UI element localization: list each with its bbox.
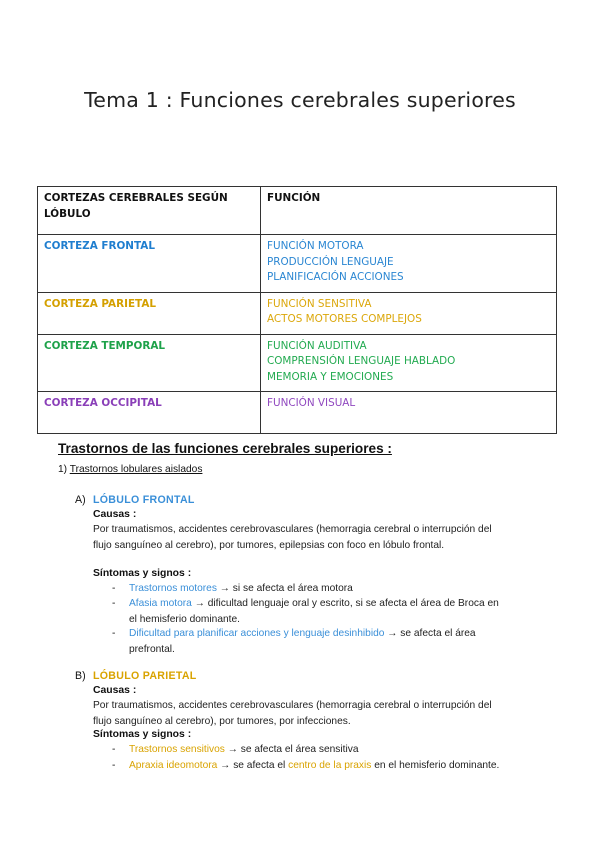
cortex-parietal: CORTEZA PARIETAL bbox=[38, 292, 261, 334]
function-parietal bbox=[261, 292, 557, 334]
subsection-number: 1) bbox=[58, 464, 68, 475]
function-item: ACTOS MOTORES COMPLEJOS bbox=[267, 313, 422, 325]
parietal-causas-text bbox=[93, 698, 492, 730]
header-cortex: CORTEZAS CEREBRALES SEGÚN LÓBULO bbox=[38, 187, 261, 235]
bullet-dash: - bbox=[112, 744, 116, 755]
bullet-dash: - bbox=[112, 628, 116, 639]
table-row bbox=[38, 392, 557, 434]
function-item: PRODUCCIÓN LENGUAJE bbox=[267, 255, 394, 268]
text-line: prefrontal. bbox=[129, 643, 175, 655]
function-item: FUNCIÓN MOTORA bbox=[267, 240, 364, 252]
cortex-frontal: CORTEZA FRONTAL bbox=[38, 235, 261, 293]
subsection-heading bbox=[58, 464, 202, 475]
table-row bbox=[38, 235, 557, 293]
section-title: Trastornos de las funciones cerebrales superiores : bbox=[58, 441, 392, 456]
highlight-text: Dificultad para planificar acciones y lenguaje desinhibido bbox=[129, 628, 385, 639]
cortex-temporal: CORTEZA TEMPORAL bbox=[38, 334, 261, 392]
cortex-occipital: CORTEZA OCCIPITAL bbox=[38, 392, 261, 434]
text-line: el hemisferio dominante. bbox=[129, 613, 240, 625]
page-title: Tema 1 : Funciones cerebrales superiores bbox=[84, 88, 516, 112]
list-item bbox=[129, 626, 476, 657]
table-row bbox=[38, 334, 557, 392]
parietal-letter: B) bbox=[75, 670, 86, 682]
bullet-dash: - bbox=[112, 760, 116, 771]
text-span: → se afecta el bbox=[217, 760, 289, 771]
highlight-text: Afasia motora bbox=[129, 598, 192, 609]
highlight-text: centro de la praxis bbox=[288, 760, 372, 771]
table-header-row bbox=[38, 187, 557, 235]
list-item bbox=[129, 742, 359, 758]
frontal-letter: A) bbox=[75, 494, 86, 506]
highlight-text: Trastornos sensitivos bbox=[129, 744, 225, 755]
subsection-label: Trastornos lobulares aislados bbox=[69, 464, 203, 475]
text-span: en el hemisferio dominante. bbox=[371, 760, 500, 771]
function-item: PLANIFICACIÓN ACCIONES bbox=[267, 271, 404, 283]
text-line: Por traumatismos, accidentes cerebrovasculares (hemorragia cerebral o interrupción del bbox=[93, 700, 492, 711]
parietal-causas-label: Causas : bbox=[93, 685, 137, 696]
list-item bbox=[129, 596, 499, 627]
text-line: flujo sanguíneo al cerebro), por tumores, epilepsias con foco en lóbulo frontal. bbox=[93, 540, 445, 551]
function-frontal bbox=[261, 235, 557, 293]
table-row bbox=[38, 292, 557, 334]
header-function: FUNCIÓN bbox=[261, 187, 557, 235]
function-item: FUNCIÓN AUDITIVA bbox=[267, 339, 367, 352]
frontal-heading: LÓBULO FRONTAL bbox=[93, 494, 195, 506]
frontal-causas-label: Causas : bbox=[93, 509, 137, 520]
list-item bbox=[129, 758, 499, 774]
text-line: Por traumatismos, accidentes cerebrovasculares (hemorragia cerebral o interrupción del bbox=[93, 524, 492, 535]
function-item: COMPRENSIÓN LENGUAJE HABLADO bbox=[267, 355, 456, 367]
bullet-dash: - bbox=[112, 598, 116, 609]
cortex-function-table bbox=[37, 186, 557, 434]
frontal-causas-text bbox=[93, 522, 492, 554]
text-span: → se afecta el área bbox=[384, 628, 476, 639]
function-occipital bbox=[261, 392, 557, 434]
highlight-text: Apraxia ideomotora bbox=[129, 760, 218, 771]
bullet-dash: - bbox=[112, 583, 116, 594]
text-span: → dificultad lenguaje oral y escrito, si se afecta el área de Broca en bbox=[191, 598, 499, 609]
parietal-sintomas-label: Síntomas y signos : bbox=[93, 729, 192, 740]
text-span: → si se afecta el área motora bbox=[216, 583, 353, 594]
parietal-heading: LÓBULO PARIETAL bbox=[93, 670, 197, 682]
function-item: FUNCIÓN VISUAL bbox=[267, 397, 356, 409]
function-item: FUNCIÓN SENSITIVA bbox=[267, 297, 372, 310]
text-span: → se afecta el área sensitiva bbox=[224, 744, 359, 755]
text-line: flujo sanguíneo al cerebro), por tumores, por infecciones. bbox=[93, 716, 351, 727]
frontal-sintomas-label: Síntomas y signos : bbox=[93, 568, 192, 579]
list-item bbox=[129, 581, 353, 597]
function-temporal bbox=[261, 334, 557, 392]
function-item: MEMORIA Y EMOCIONES bbox=[267, 370, 394, 383]
highlight-text: Trastornos motores bbox=[129, 583, 217, 594]
